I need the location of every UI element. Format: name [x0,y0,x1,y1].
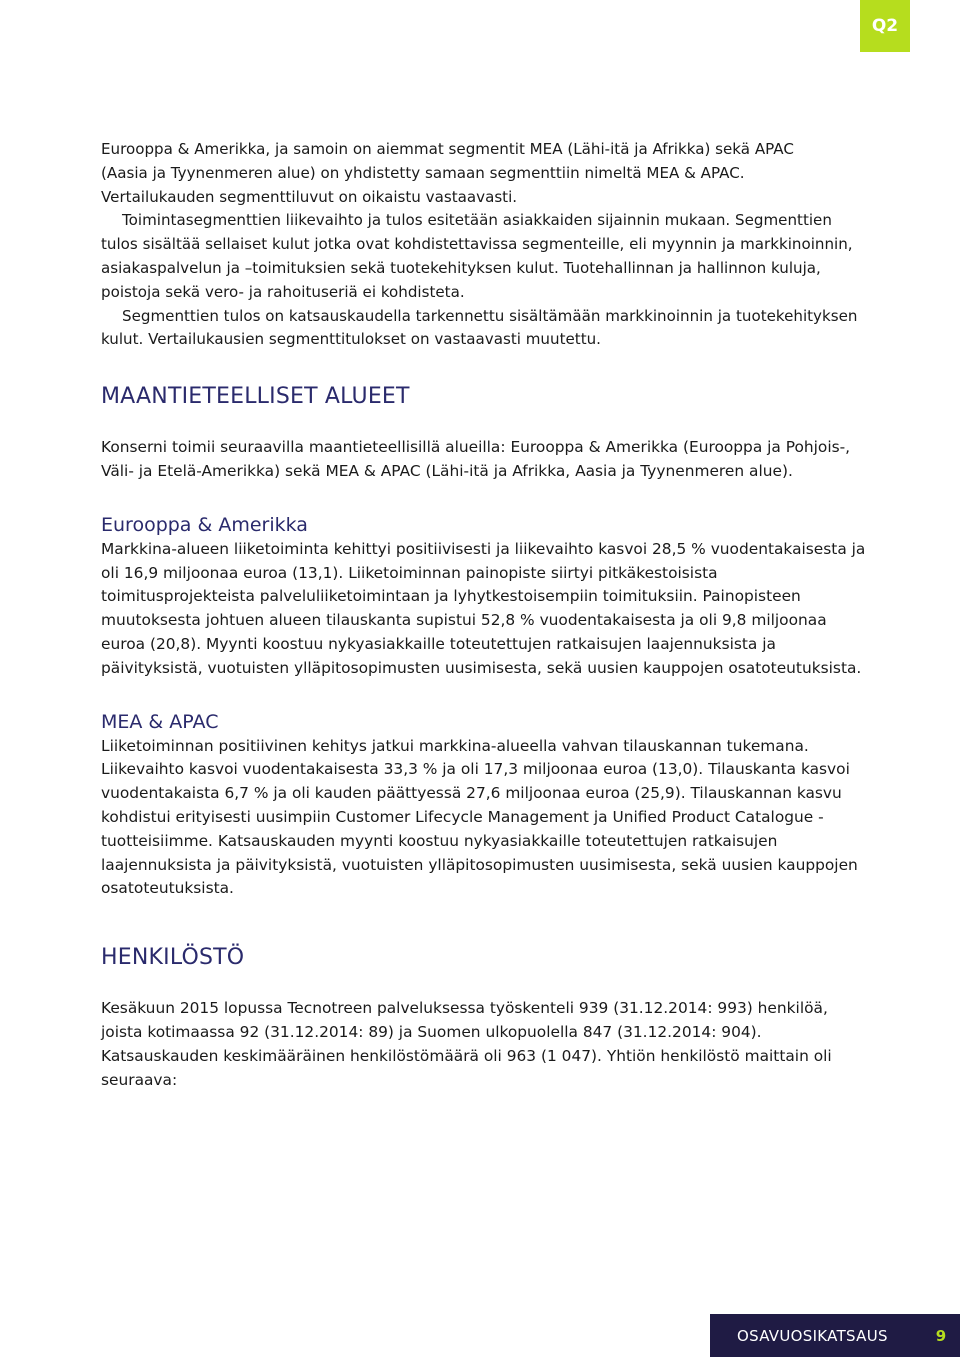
mea-text: Liiketoiminnan positiivinen kehitys jatkui markkina-alueella vahvan tilauskannan tukemana. Liikevaihto kasvoi vuodentakaisesta 33,3 % ja oli 17,3 miljoonaa euroa (13,0). Tilauskanta kasvoi vuodentakaista 6,7 % ja oli kauden päättyessä 27,6 miljoonaa euroa (25,9). Tilauskannan kasvu kohdistui erityisesti uusimpiin Customer Lifecycle Management ja Unified Product Catalogue -tuotteisiimme. Katsauskauden myynti koostuu nykyasiakkaille toteutettujen ratkaisujen laajennuksista ja päivityksistä, vuotuisten ylläpitosopimusten uusimisesta, sekä uusien kauppojen osatoteutuksista. [101,736,858,898]
page-footer [710,1314,960,1357]
intro-line-1: Eurooppa & Amerikka, ja samoin on aiemmat segmentit MEA (Lähi-itä ja Afrikka) sekä APAC [101,140,794,158]
regions-text: Konserni toimii seuraavilla maantieteellisillä alueilla: Eurooppa & Amerikka (Eurooppa ja Pohjois-, Väli- ja Etelä-Amerikka) sekä MEA & APAC (Lähi-itä ja Afrikka, Aasia ja Tyynenmeren alue). [101,438,851,480]
personnel-text: Kesäkuun 2015 lopussa Tecnotreen palveluksessa työskenteli 939 (31.12.2014: 993) henkilöä, joista kotimaassa 92 (31.12.2014: 89) ja Suomen ulkopuolella 847 (31.12.2014: 904). Katsauskauden keskimääräinen henkilöstömäärä oli 963 (1 047). Yhtiön henkilöstö maittain oli seuraava: [101,999,832,1089]
intro-paragraph-3: Segmenttien tulos on katsauskaudella tarkennettu sisältämään markkinoinnin ja tuotekehityksen kulut. Vertailukausien segmenttitulokset on vastaavasti muutettu. [101,306,858,349]
page-content [101,138,866,1092]
personnel-heading: HENKILÖSTÖ [101,945,245,971]
footer-label: OSAVUOSIKATSAUS [737,1326,888,1345]
intro-line-3: Vertailukauden segmenttiluvut on oikaistu vastaavasti. [101,187,518,206]
intro-section [101,138,866,352]
intro-paragraph-2: Toimintasegmenttien liikevaihto ja tulos esitetään asiakkaiden sijainnin mukaan. Segmenttien tulos sisältää sellaiset kulut jotka ovat kohdistettavissa segmenteille, eli myynnin ja markkinoinnin, asiakaspalvelun ja –toimituksien sekä tuotekehityksen kulut. Tuotehallinnan ja hallinnon kuluja, poistoja sekä vero- ja rahoituseriä ei kohdisteta. [101,211,853,301]
quarter-badge: Q2 [860,0,910,52]
mea-heading: MEA & APAC [101,710,219,733]
page-number: 9 [935,1326,947,1345]
europe-text: Markkina-alueen liiketoiminta kehittyi positiivisesti ja liikevaihto kasvoi 28,5 % vuodentakaisesta ja oli 16,9 miljoonaa euroa (13,1). Liiketoiminnan painopiste siirtyi pitkäkestoisista toimitusprojekteista palveluliiketoimintaan ja lyhytkestoisempiin toimituksiin. Painopisteen muutoksesta johtuen alueen tilauskanta supistui 52,8 % vuodentakaisesta ja oli 9,8 miljoonaa euroa (20,8). Myynti koostuu nykyasiakkaille toteutettujen ratkaisujen laajennuksista ja päivityksistä, vuotuisten ylläpitosopimusten uusimisesta, sekä uusien kauppojen osatoteutuksista. [101,539,866,677]
intro-line-2: (Aasia ja Tyynenmeren alue) on yhdistetty samaan segmenttiin nimeltä MEA & APAC. [101,163,745,182]
regions-heading: MAANTIETEELLISET ALUEET [101,384,410,410]
europe-heading: Eurooppa & Amerikka [101,513,308,536]
